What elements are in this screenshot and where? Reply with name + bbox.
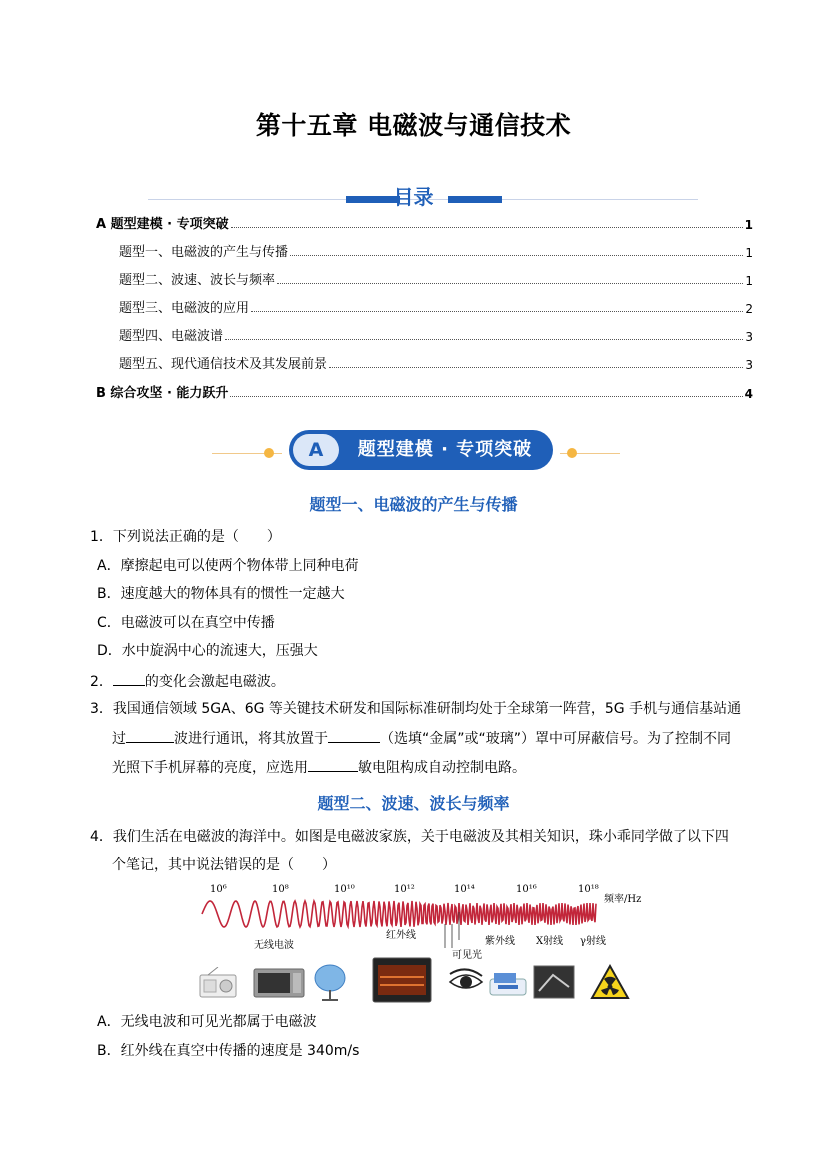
freq-tick: 10¹⁸ [578, 884, 599, 895]
answer-blank[interactable] [113, 671, 145, 686]
toc-entry[interactable] [119, 324, 753, 344]
toc-entry[interactable] [119, 352, 753, 372]
freq-tick: 10¹⁶ [516, 884, 537, 895]
oven-icon [372, 957, 432, 1003]
section-dot-left [264, 448, 274, 458]
question-3-line2: 过 波进行通讯，将其放置于 （选填“金属”或“玻璃”）罩中可屏蔽信号。为了控制不同 [112, 728, 731, 749]
option-b: B．红外线在真空中传播的速度是 340m/s [97, 1043, 360, 1059]
section-title: 题型建模 · 专项突破 [357, 439, 533, 460]
toc-page: 3 [745, 330, 753, 344]
answer-blank[interactable] [126, 728, 174, 743]
band-label: X射线 [536, 936, 564, 947]
toc-page: 1 [745, 274, 753, 288]
answer-blank[interactable] [328, 728, 380, 743]
section-letter: A [293, 434, 339, 466]
topic-heading: 题型二、波速、波长与频率 [317, 794, 510, 813]
toc-entry[interactable] [96, 212, 753, 232]
bill-checker-icon [488, 967, 528, 999]
toc-entry[interactable] [96, 381, 753, 401]
radio-icon [198, 967, 238, 999]
option-a: A．无线电波和可见光都属于电磁波 [97, 1014, 317, 1030]
spectrum-wave [202, 901, 596, 927]
freq-tick: 10¹² [394, 884, 415, 895]
toc-label: B 综合攻坚 · 能力跃升 [96, 386, 229, 401]
toc-heading: 目录 [393, 185, 434, 209]
question-4-line1: 4．我们生活在电磁波的海洋中。如图是电磁波家族，关于电磁波及其相关知识，珠小乖同学做了以下四 [90, 829, 729, 845]
band-label: 紫外线 [485, 936, 515, 947]
topic-heading: 题型一、电磁波的产生与传播 [309, 495, 518, 514]
section-dot-right [567, 448, 577, 458]
freq-tick: 10⁶ [210, 884, 227, 895]
eye-icon [448, 968, 484, 996]
question-4-line2: 个笔记，其中说法错误的是（ ） [112, 857, 336, 873]
freq-tick: 10¹⁴ [454, 884, 475, 895]
freq-tick: 10¹⁰ [334, 884, 355, 895]
toc-entry[interactable] [119, 240, 753, 260]
answer-blank[interactable] [308, 757, 358, 772]
toc-label: A 题型建模 · 专项突破 [96, 217, 229, 232]
xray-film-icon [533, 965, 575, 999]
em-spectrum-figure [196, 878, 656, 963]
toc-page: 3 [745, 358, 753, 372]
toc-label: 题型一、电磁波的产生与传播 [119, 245, 289, 260]
toc-label: 题型三、电磁波的应用 [119, 301, 250, 316]
toc-page: 1 [745, 246, 753, 260]
question-stem: 1．下列说法正确的是（ ） [90, 529, 281, 545]
freq-tick: 10⁸ [272, 884, 289, 895]
toc-entry[interactable] [119, 296, 753, 316]
toc-label: 题型二、波速、波长与频率 [119, 273, 276, 288]
band-label: 无线电波 [254, 940, 294, 951]
option-b: B．速度越大的物体具有的惯性一定越大 [97, 586, 345, 602]
question-3-line1: 3．我国通信领域 5GA、6G 等关键技术研发和国际标准研制均处于全球第一阵营，5G 手机与通信基站通 [90, 701, 742, 717]
question-3-line3: 光照下手机屏幕的亮度，应选用 敏电阻构成自动控制电路。 [112, 757, 526, 778]
toc-label: 题型五、现代通信技术及其发展前景 [119, 357, 328, 372]
option-c: C．电磁波可以在真空中传播 [97, 615, 275, 631]
question-2: 2． 的变化会激起电磁波。 [90, 671, 285, 692]
toc-page: 4 [744, 387, 753, 401]
satellite-dish-icon [312, 962, 348, 1002]
band-label: 可见光 [452, 950, 482, 961]
toc-entry[interactable] [119, 268, 753, 288]
band-label: 红外线 [386, 930, 416, 941]
toc-page: 1 [744, 218, 753, 232]
option-d: D．水中旋涡中心的流速大，压强大 [97, 643, 318, 659]
radiation-icon [590, 964, 630, 1000]
freq-unit: 频率/Hz [604, 894, 642, 905]
toc-label: 题型四、电磁波谱 [119, 329, 224, 344]
band-label: γ射线 [580, 936, 606, 947]
page-title: 第十五章 电磁波与通信技术 [255, 111, 572, 140]
toc-page: 2 [745, 302, 753, 316]
option-a: A．摩擦起电可以使两个物体带上同种电荷 [97, 558, 359, 574]
microwave-icon [253, 967, 305, 999]
